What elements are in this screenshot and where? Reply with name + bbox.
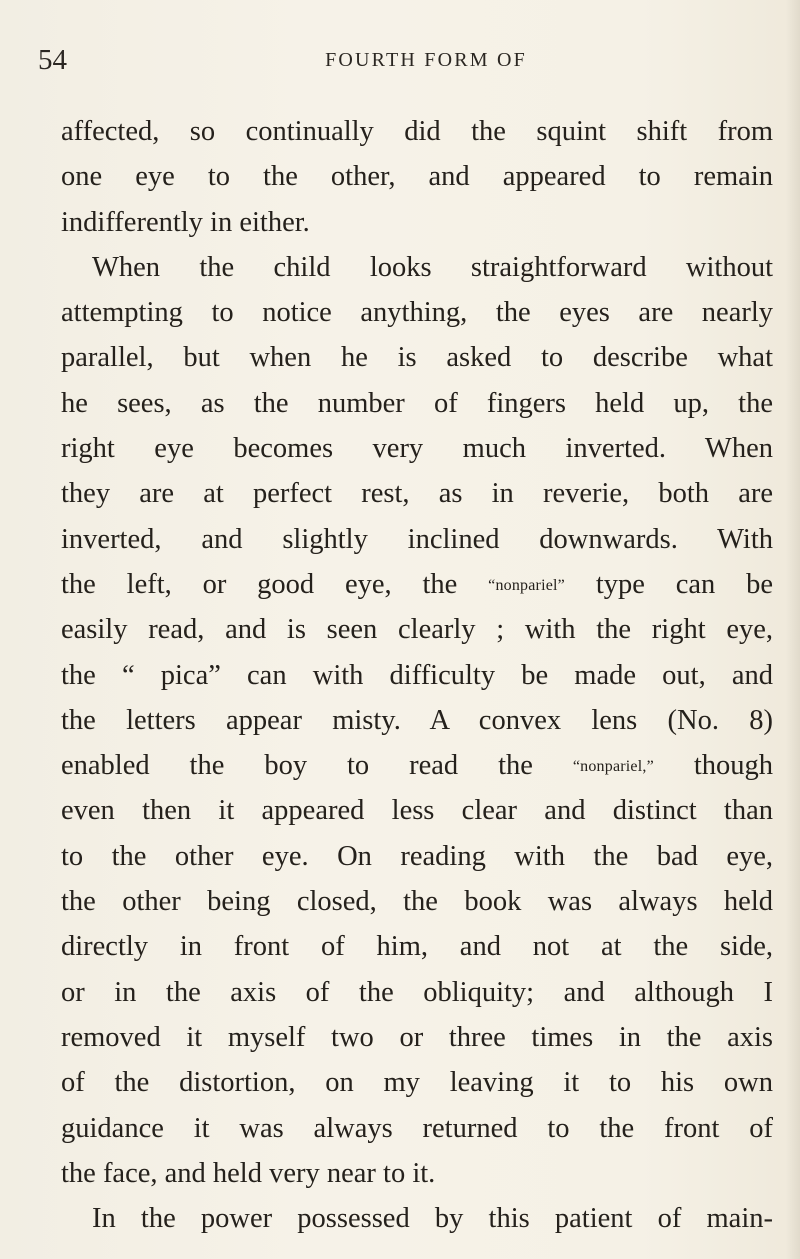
text-line: In the power possessed by this patient of main-	[92, 1203, 773, 1235]
text-line: directly in front of him, and not at the side,	[61, 931, 773, 963]
text-line	[61, 562, 773, 607]
text-line: affected, so continually did the squint shift from	[61, 116, 773, 147]
text-line: attempting to notice anything, the eyes are nearly	[61, 297, 773, 329]
text-line: parallel, but when he is asked to describe what	[61, 342, 773, 374]
text-segment: the left, or good eye, the	[61, 568, 489, 600]
text-line: or in the axis of the obliquity; and although I	[61, 976, 773, 1008]
nonpariel-small-type: “nonpariel”	[488, 576, 565, 594]
text-line: even then it appeared less clear and distinct than	[61, 795, 773, 827]
text-line: the letters appear misty. A convex lens (No. 8)	[61, 704, 773, 736]
text-line: to the other eye. On reading with the bad eye,	[61, 840, 773, 872]
page-number: 54	[38, 44, 67, 76]
running-head: FOURTH FORM OF	[325, 49, 527, 71]
text-line: indifferently in either.	[61, 206, 310, 238]
text-line: one eye to the other, and appeared to remain	[61, 161, 773, 193]
text-segment: though	[653, 750, 773, 782]
text-line: easily read, and is seen clearly ; with the right eye,	[61, 614, 773, 646]
text-line: the face, and held very near to it.	[61, 1157, 436, 1189]
text-segment: enabled the boy to read the	[61, 750, 573, 782]
text-line: When the child looks straightforward without	[92, 251, 773, 283]
text-line: the other being closed, the book was always held	[61, 886, 773, 918]
text-line: they are at perfect rest, as in reverie, both are	[61, 478, 773, 510]
text-line: he sees, as the number of fingers held up, the	[61, 387, 773, 419]
body-text	[61, 109, 773, 1241]
text-line: removed it myself two or three times in the axis	[61, 1021, 773, 1053]
text-line: inverted, and slightly inclined downwards. With	[61, 523, 773, 555]
text-line: guidance it was always returned to the front of	[61, 1112, 773, 1144]
text-line	[61, 743, 773, 788]
page-header	[38, 44, 778, 84]
text-line: right eye becomes very much inverted. When	[61, 433, 773, 465]
page-edge-shadow	[786, 0, 800, 1259]
text-segment: type can be	[564, 568, 773, 600]
nonpariel-small-type: “nonpariel,”	[572, 758, 654, 776]
text-line: of the distortion, on my leaving it to his own	[61, 1067, 773, 1099]
text-line: the “ pica” can with difficulty be made out, and	[61, 659, 773, 691]
